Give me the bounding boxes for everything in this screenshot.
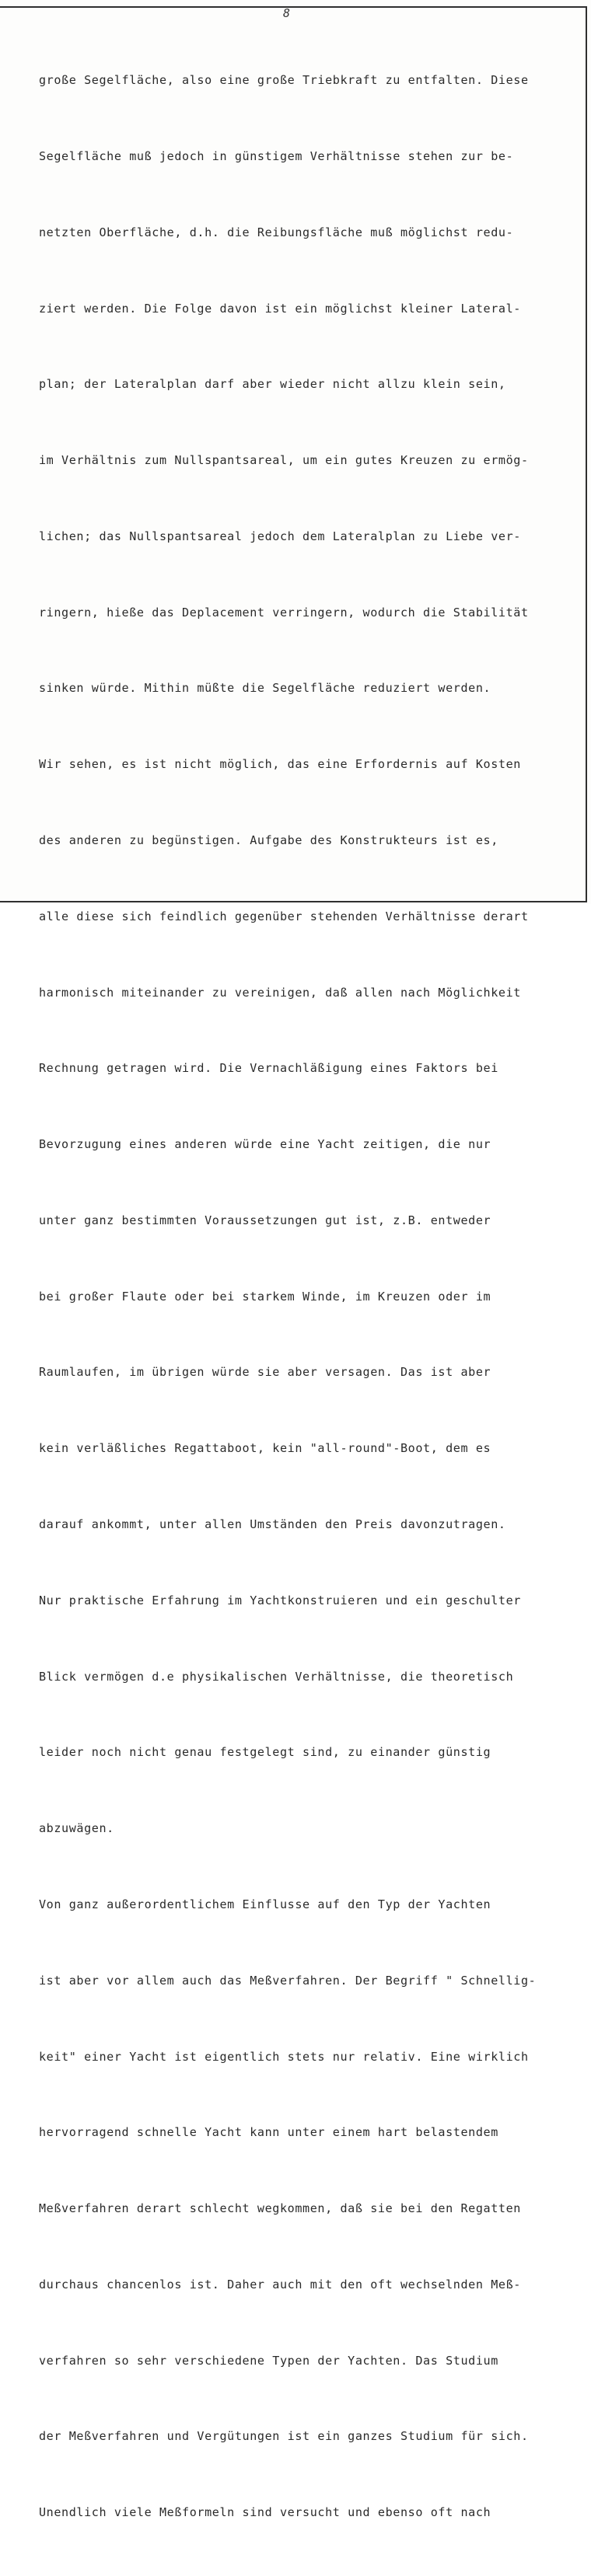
- text-line: Segelfläche muß jedoch in günstigem Verhältnisse stehen zur be-: [39, 148, 514, 163]
- text-line: Bevorzugung eines anderen würde eine Yacht zeitigen, die nur: [39, 1137, 491, 1152]
- text-line: unter ganz bestimmten Voraussetzungen gut ist, z.B. entweder: [39, 1213, 491, 1227]
- page-border-right: [586, 6, 587, 902]
- body-text: [39, 17, 575, 2576]
- text-line: harmonisch miteinander zu vereinigen, daß allen nach Möglichkeit: [39, 985, 521, 1000]
- text-line: alle diese sich feindlich gegenüber stehenden Verhältnisse derart: [39, 909, 529, 923]
- page-number: 8: [283, 6, 291, 20]
- text-line: sinken würde. Mithin müßte die Segelfläche reduziert werden.: [39, 681, 491, 696]
- text-line: Unendlich viele Meßformeln sind versucht und ebenso oft nach: [39, 2505, 491, 2520]
- text-line: lichen; das Nullspantsareal jedoch dem Lateralplan zu Liebe ver-: [39, 529, 521, 543]
- text-line: darauf ankommt, unter allen Umständen den Preis davonzutragen.: [39, 1517, 506, 1532]
- text-line: keit" einer Yacht ist eigentlich stets nur relativ. Eine wirklich: [39, 2049, 529, 2064]
- text-line: ziert werden. Die Folge davon ist ein möglichst kleiner Lateral-: [39, 301, 521, 316]
- text-line: Blick vermögen d.e physikalischen Verhältnisse, die theoretisch: [39, 1669, 514, 1684]
- text-line: Wir sehen, es ist nicht möglich, das eine Erfordernis auf Kosten: [39, 757, 521, 772]
- text-line: große Segelfläche, also eine große Triebkraft zu entfalten. Diese: [39, 73, 529, 88]
- text-line: bei großer Flaute oder bei starkem Winde, im Kreuzen oder im: [39, 1289, 491, 1304]
- text-line: ringern, hieße das Deplacement verringern, wodurch die Stabilität: [39, 605, 529, 620]
- text-line: ist aber vor allem auch das Meßverfahren. Der Begriff " Schnellig-: [39, 1973, 537, 1988]
- text-line: des anderen zu begünstigen. Aufgabe des Konstrukteurs ist es,: [39, 833, 498, 847]
- text-line: Von ganz außerordentlichem Einflusse auf den Typ der Yachten: [39, 1897, 491, 1911]
- text-line: plan; der Lateralplan darf aber wieder nicht allzu klein sein,: [39, 377, 506, 392]
- text-line: Rechnung getragen wird. Die Vernachläßigung eines Faktors bei: [39, 1061, 498, 1076]
- text-line: abzuwägen.: [39, 1821, 114, 1836]
- text-line: Nur praktische Erfahrung im Yachtkonstruieren und ein geschulter: [39, 1593, 521, 1607]
- text-line: netzten Oberfläche, d.h. die Reibungsfläche muß möglichst redu-: [39, 225, 514, 239]
- text-line: der Meßverfahren und Vergütungen ist ein ganzes Studium für sich.: [39, 2429, 529, 2444]
- text-line: hervorragend schnelle Yacht kann unter einem hart belastendem: [39, 2125, 498, 2140]
- text-line: Meßverfahren derart schlecht wegkommen, daß sie bei den Regatten: [39, 2201, 521, 2216]
- page-border-top: [0, 6, 586, 8]
- text-line: im Verhältnis zum Nullspantsareal, um ein gutes Kreuzen zu ermög-: [39, 453, 529, 468]
- text-line: verfahren so sehr verschiedene Typen der Yachten. Das Studium: [39, 2353, 498, 2368]
- text-line: kein verläßliches Regattaboot, kein "all-round"-Boot, dem es: [39, 1441, 491, 1456]
- text-line: Raumlaufen, im übrigen würde sie aber versagen. Das ist aber: [39, 1365, 491, 1380]
- text-line: leider noch nicht genau festgelegt sind, zu einander günstig: [39, 1745, 491, 1760]
- text-line: durchaus chancenlos ist. Daher auch mit den oft wechselnden Meß-: [39, 2277, 521, 2292]
